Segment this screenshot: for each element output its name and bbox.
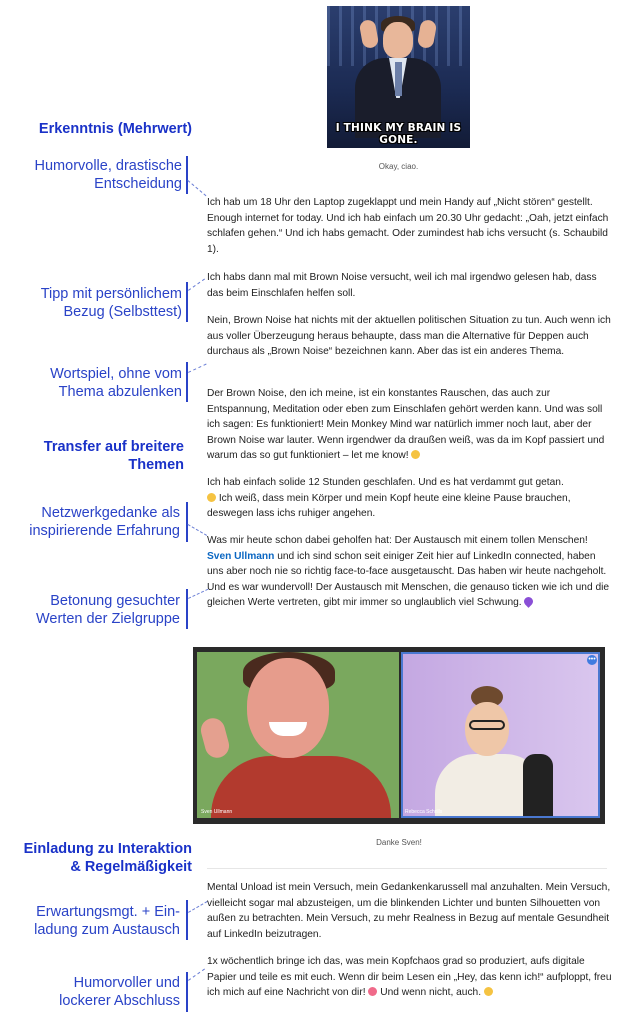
note-line: Wortspiel, ohne vom [50,366,182,382]
paragraph-4 [207,386,612,464]
heading-transfer [0,438,184,474]
note-wortspiel [0,365,182,401]
love-letter-emoji-icon [368,987,377,996]
note-tipp [0,285,182,321]
paragraph-5-text: Ich hab einfach solide 12 Stunden geschlafen. Und es hat verdammt gut getan. [207,477,564,488]
annotation-bar [186,502,188,542]
note-betonung [0,592,180,628]
note-abschluss [0,974,180,1010]
paragraph-5-text-2: Ich weiß, dass mein Körper und mein Kopf heute eine kleine Pause brauchen, deswegen lass ichs ruhiger angehen. [207,492,571,519]
note-line: Humorvolle, drastische [34,158,182,174]
grin-emoji-icon [484,987,493,996]
annotation-connector [188,524,208,536]
paragraph-4-text: Der Brown Noise, den ich meine, ist ein konstantes Rauschen, das auch zur Entspannung, Meditation oder eben zum Einschlafen gehört werden kann. Und was soll ich sagen: Es funktioniert! Mein Monkey Mind war natürlich immer noch laut, aber der Brown Noise war lauter. Wenn irgendwer da draußen weiß, was da im Kopf passiert und warum das so gut funktioniert – let me know! [207,388,605,461]
paragraph-3: Nein, Brown Noise hat nichts mit der aktuellen politischen Situation zu tun. Auch wenn ich aus voller Überzeugung heraus behaupte, dass man die Alternative für Deppen auch durchaus als „Brown Noise“ bezeichnen kann. Aber das ist ein anderes Thema. [207,315,611,357]
note-line: Betonung gesuchter [50,593,180,609]
note-erwartung [0,903,180,939]
note-line: Erwartungsmgt. + Ein- [36,904,180,920]
annotation-connector [188,279,205,291]
paragraph-6-text: Was mir heute schon dabei geholfen hat: Der Austausch mit einem tollen Menschen! [207,535,588,546]
note-line: Bezug (Selbsttest) [63,304,182,320]
video-call-screenshot [193,647,605,824]
divider [207,868,607,869]
heading-line: Themen [128,457,184,473]
note-line: Entscheidung [94,176,182,192]
annotation-bar [186,362,188,402]
participant-name-2: Rebecca Schrills [405,809,443,815]
participant-name-1: Sven Ullmann [201,809,233,815]
note-line: Humorvoller und [73,975,180,991]
paragraph-5 [207,475,612,522]
purple-heart-emoji-icon [523,595,536,608]
annotation-bar [186,900,188,940]
note-line: lockerer Abschluss [59,993,180,1009]
mention-link-sven-ullmann[interactable]: Sven Ullmann [207,550,275,562]
paragraph-1: Ich hab um 18 Uhr den Laptop zugeklappt und mein Handy auf „Nicht stören“ gestellt. Enough internet for today. Und ich hab einfach um 20.30 Uhr gedacht: „Oah, jetzt einfach schlafen gehen.“ Und ich habs gemacht. Oder zumindest hab ichs versucht (s. Schaubild 1). [207,197,609,255]
annotation-bar [186,156,188,194]
annotation-connector [188,901,208,913]
meme-caption: I THINK MY BRAIN IS GONE. [335,122,462,146]
heading-line: & Regelmäßigkeit [70,859,192,875]
annotation-connector [188,589,208,599]
paragraph-6 [207,533,612,611]
annotation-connector [188,364,207,373]
heading-erkenntnis: Erkenntnis (Mehrwert) [38,121,192,137]
paragraph-2: Ich habs dann mal mit Brown Noise versucht, weil ich mal irgendwo gelesen hab, dass das beim Einschlafen helfen soll. [207,272,597,299]
note-humorvolle [0,157,182,193]
sweat-smile-emoji-icon [207,493,216,502]
video-caption: Danke Sven! [376,838,422,847]
note-line: inspirierende Erfahrung [29,523,180,539]
annotation-bar [186,282,188,322]
note-netzwerk [0,504,180,540]
paragraph-7: Mental Unload ist mein Versuch, mein Gedankenkarussell mal anzuhalten. Mein Versuch, vielleicht sogar mal abzusteigen, um die blinkenden Lichter und bunten Silhouetten von außen zu betrachten. Mein Versuch, zu mehr Realness in Bezug auf mentale Gesundheit auf LinkedIn beizutragen. [207,882,611,940]
more-options-icon[interactable]: ••• [588,656,596,663]
heading-line: Transfer auf breitere [43,439,184,455]
annotation-bar [186,972,188,1012]
meme-subcaption: Okay, ciao. [378,162,419,171]
annotation-connector [187,180,206,196]
heading-line: Einladung zu Interaktion [23,841,192,857]
paragraph-8 [207,954,612,1001]
paragraph-8-text: 1x wöchentlich bringe ich das, was mein Kopfchaos grad so produziert, aufs digitale Papier und teile es mit euch. Wenn dir beim Lesen ein „Hey, das kenn ich!“ aufploppt, freu ich mich auf eine Nachricht von dir! [207,956,612,998]
note-line: Netzwerkgedanke als [41,505,180,521]
note-line: Thema abzulenken [58,384,182,400]
video-tile-rebecca [401,652,600,818]
paragraph-6-text-2: und ich sind schon seit einiger Zeit hier auf LinkedIn connected, haben uns aber noch nie so richtig face-to-face ausgetauscht. Das haben wir heute nachgeholt. Und es war wundervoll! Der Austausch mit Menschen, die genauso ticken wie ich und die gleichen Werte vertreten, gibt mir immer so unglaublich viel Schwung. [207,550,610,608]
annotation-connector [188,969,205,981]
paragraph-8-text-2: Und wenn nicht, auch. [380,987,482,998]
video-tile-sven [197,652,399,818]
note-line: Werten der Zielgruppe [35,611,180,627]
meme-image [327,6,470,148]
note-line: Tipp mit persönlichem [40,286,182,302]
heading-einladung [0,840,192,876]
smile-emoji-icon [411,450,420,459]
annotation-bar [186,589,188,629]
note-line: ladung zum Austausch [34,922,180,938]
